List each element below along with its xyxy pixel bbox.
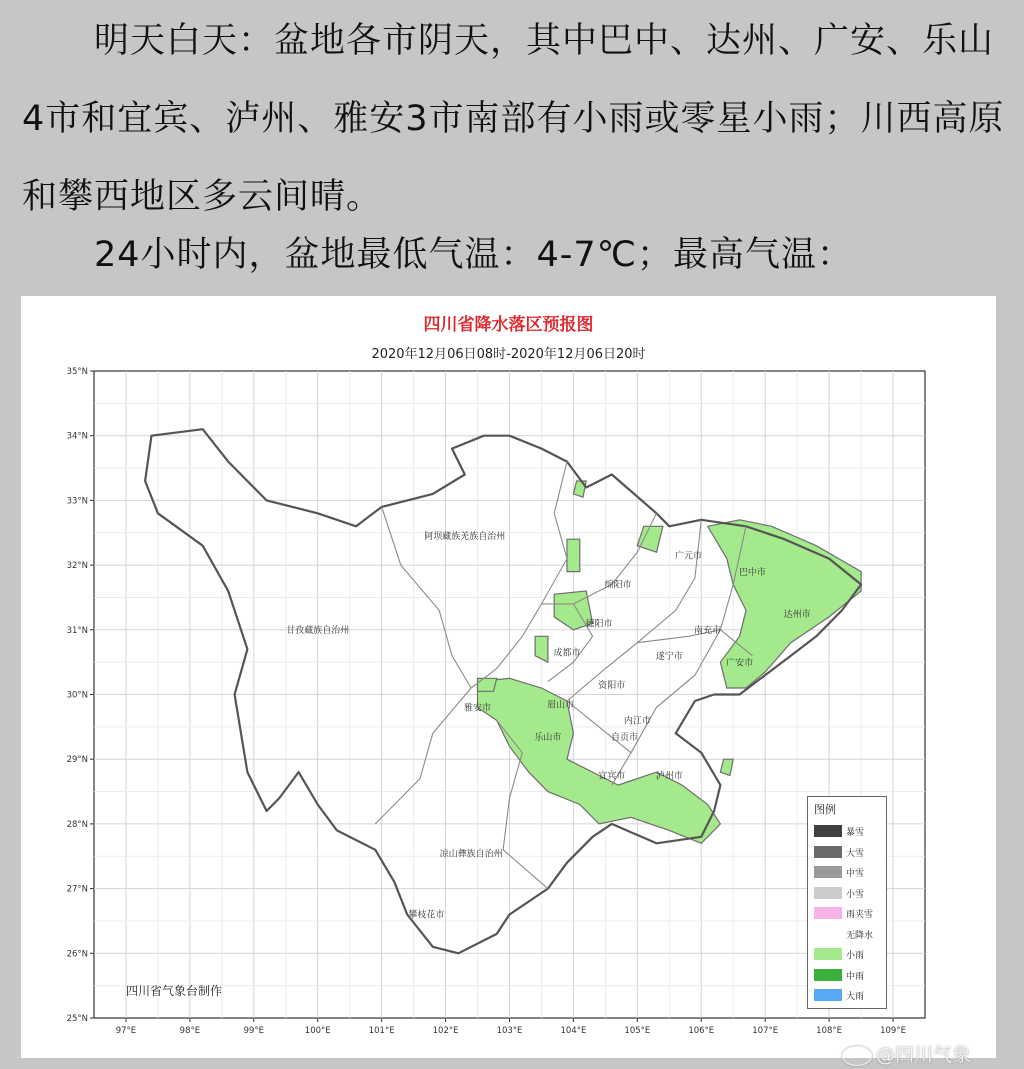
- place-label: 阿坝藏族羌族自治州: [424, 532, 506, 543]
- legend-swatch: [814, 846, 842, 858]
- legend-label: 大雨: [846, 992, 865, 1002]
- legend-item: [814, 946, 884, 962]
- map-credit: 四川省气象台制作: [126, 984, 223, 998]
- legend-item: [814, 844, 884, 860]
- legend-item: [814, 987, 884, 1003]
- lon-tick-label: 103°E: [496, 1026, 523, 1036]
- rain-area: [478, 678, 497, 691]
- legend-label: 无降水: [846, 930, 874, 941]
- lon-tick-label: 107°E: [752, 1026, 779, 1036]
- place-label: 自贡市: [611, 732, 639, 743]
- legend-item: [814, 823, 884, 839]
- legend-swatch: [814, 866, 842, 878]
- place-label: 泸州市: [655, 771, 683, 782]
- map-legend: [807, 796, 887, 1009]
- place-label: 巴中市: [738, 567, 766, 578]
- place-label: 攀枝花市: [408, 910, 445, 921]
- lon-tick-label: 100°E: [304, 1026, 331, 1036]
- lon-tick-label: 104°E: [560, 1026, 587, 1036]
- legend-label: 小雨: [846, 951, 865, 961]
- forecast-paragraph-2: 24小时内，盆地最低气温：4-7℃；最高气温：: [94, 235, 854, 275]
- forecast-paragraph-1: 明天白天：盆地各市阴天，其中巴中、达州、广安、乐山4市和宜宾、泸州、雅安3市南部有小雨或零星小雨；川西高原和攀西地区多云间晴。: [22, 21, 1005, 217]
- legend-item: [814, 885, 884, 901]
- lon-tick-label: 109°E: [880, 1026, 906, 1036]
- lat-tick-label: 28°N: [66, 819, 88, 830]
- place-label: 绵阳市: [604, 580, 632, 591]
- place-label: 资阳市: [598, 681, 626, 692]
- weibo-icon: [842, 1046, 872, 1066]
- legend-label: 小雪: [846, 889, 865, 900]
- legend-swatch: [814, 907, 842, 919]
- lat-tick-label: 33°N: [66, 496, 88, 507]
- place-label: 眉山市: [547, 700, 575, 711]
- place-label: 乐山市: [534, 732, 562, 743]
- lon-tick-label: 106°E: [688, 1026, 715, 1036]
- legend-label: 中雨: [846, 971, 865, 982]
- lon-tick-label: 102°E: [432, 1026, 459, 1036]
- lat-tick-label: 25°N: [66, 1014, 88, 1024]
- lat-tick-label: 35°N: [66, 367, 88, 377]
- rain-area: [567, 539, 580, 571]
- legend-label: 暴雪: [846, 828, 865, 838]
- legend-swatch: [814, 825, 842, 837]
- place-label: 达州市: [783, 609, 811, 620]
- place-label: 广元市: [674, 551, 702, 562]
- place-label: 成都市: [553, 648, 581, 659]
- legend-item: [814, 926, 884, 942]
- lon-tick-label: 97°E: [115, 1026, 137, 1036]
- lat-tick-label: 27°N: [66, 884, 88, 895]
- lat-tick-label: 32°N: [66, 561, 88, 572]
- place-label: 凉山彝族自治州: [439, 849, 503, 860]
- legend-swatch: [814, 887, 842, 899]
- lat-tick-label: 26°N: [66, 949, 88, 960]
- legend-swatch: [814, 969, 842, 981]
- place-label: 甘孜藏族自治州: [286, 626, 350, 637]
- lat-tick-label: 30°N: [66, 690, 88, 701]
- legend-swatch: [814, 989, 842, 1001]
- legend-title: 图例: [814, 803, 836, 816]
- place-label: 宜宾市: [598, 771, 626, 782]
- place-label: 德阳市: [585, 619, 613, 630]
- lat-tick-label: 34°N: [66, 431, 88, 442]
- watermark: [842, 1040, 971, 1067]
- place-label: 广安市: [726, 658, 754, 669]
- lon-tick-label: 98°E: [179, 1026, 201, 1036]
- legend-label: 中雪: [846, 869, 865, 879]
- legend-item: [814, 864, 884, 880]
- legend-item: [814, 905, 884, 921]
- legend-swatch: [814, 948, 842, 960]
- place-label: 遂宁市: [655, 651, 683, 662]
- legend-label: 雨夹雪: [846, 910, 874, 920]
- lat-tick-label: 31°N: [66, 625, 88, 636]
- lon-tick-label: 99°E: [243, 1026, 265, 1036]
- legend-item: [814, 967, 884, 983]
- precipitation-map: [21, 296, 996, 1058]
- lat-tick-label: 29°N: [66, 755, 88, 766]
- legend-swatch: [814, 928, 842, 940]
- map-title: 四川省降水落区预报图: [423, 315, 594, 335]
- lon-tick-label: 105°E: [624, 1026, 651, 1036]
- map-subtitle: 2020年12月06日08时-2020年12月06日20时: [371, 347, 646, 362]
- lon-tick-label: 108°E: [816, 1026, 843, 1036]
- place-label: 雅安市: [464, 703, 492, 714]
- watermark-text: @四川气象: [876, 1044, 972, 1066]
- legend-label: 大雪: [846, 848, 865, 859]
- place-label: 内江市: [623, 716, 651, 727]
- place-label: 南充市: [694, 626, 722, 637]
- lon-tick-label: 101°E: [368, 1026, 395, 1036]
